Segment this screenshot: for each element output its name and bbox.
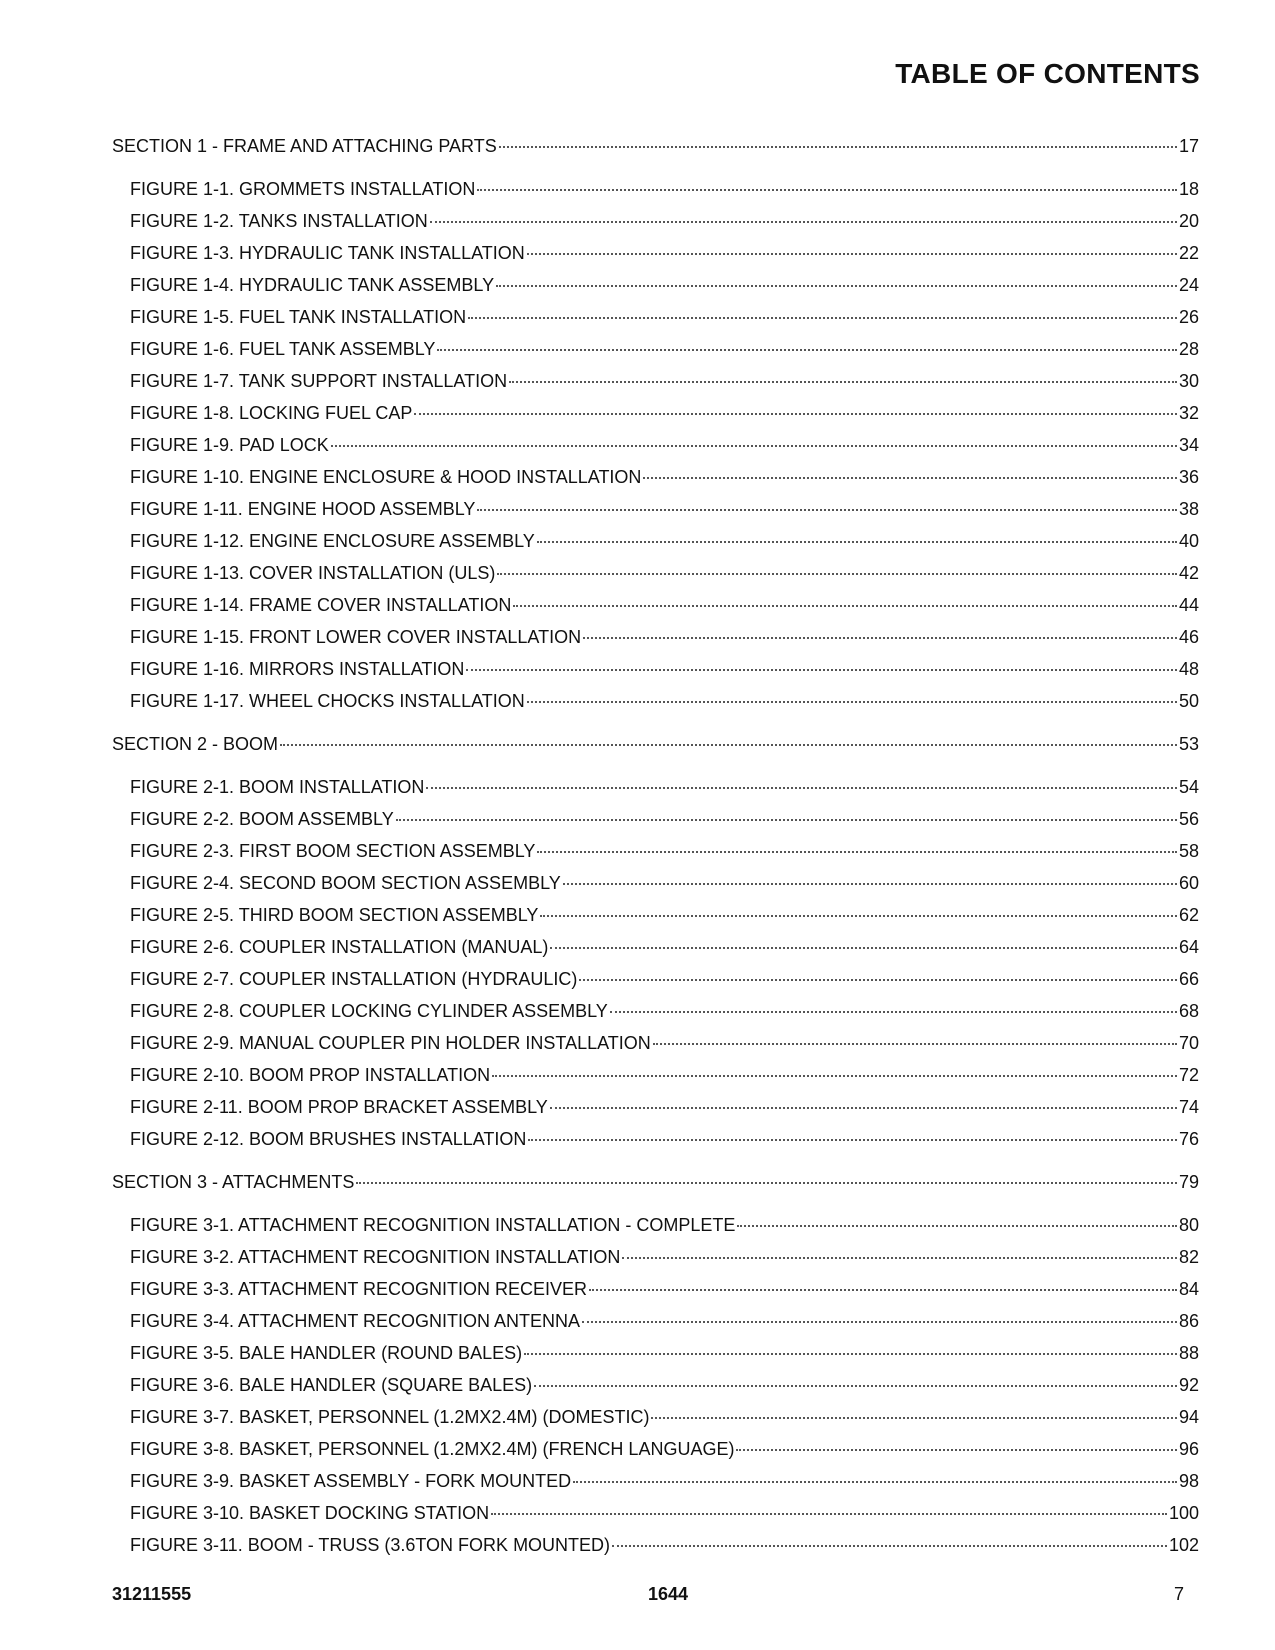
toc-figure-entry[interactable] bbox=[112, 771, 1199, 803]
toc-figure-entry[interactable] bbox=[112, 173, 1199, 205]
toc-entry-label: FIGURE 2-4. SECOND BOOM SECTION ASSEMBLY bbox=[130, 873, 561, 893]
dot-leader bbox=[331, 445, 1177, 447]
toc-entry-label: FIGURE 1-13. COVER INSTALLATION (ULS) bbox=[130, 563, 496, 583]
toc-entry-label: FIGURE 1-16. MIRRORS INSTALLATION bbox=[130, 659, 465, 679]
toc-entry-page: 26 bbox=[1178, 307, 1199, 327]
dot-leader bbox=[583, 637, 1177, 639]
toc-figure-entry[interactable] bbox=[112, 237, 1199, 269]
toc-entry-label: FIGURE 3-2. ATTACHMENT RECOGNITION INSTALLATION bbox=[130, 1247, 621, 1267]
toc-section-entry[interactable] bbox=[112, 728, 1199, 760]
toc-entry-label: FIGURE 1-8. LOCKING FUEL CAP bbox=[130, 403, 413, 423]
toc-figure-entry[interactable] bbox=[112, 301, 1199, 333]
toc-entry-label: FIGURE 2-7. COUPLER INSTALLATION (HYDRAULIC) bbox=[130, 969, 578, 989]
dot-leader bbox=[524, 1353, 1177, 1355]
toc-entry-page: 48 bbox=[1178, 659, 1199, 679]
toc-entry-page: 46 bbox=[1178, 627, 1199, 647]
toc-entry-page: 79 bbox=[1178, 1172, 1199, 1192]
toc-entry-label: FIGURE 1-14. FRAME COVER INSTALLATION bbox=[130, 595, 512, 615]
dot-leader bbox=[356, 1182, 1177, 1184]
toc-entry-page: 44 bbox=[1178, 595, 1199, 615]
toc-entry-label: FIGURE 1-15. FRONT LOWER COVER INSTALLATION bbox=[130, 627, 582, 647]
toc-entry-label: FIGURE 3-9. BASKET ASSEMBLY - FORK MOUNTED bbox=[130, 1471, 572, 1491]
toc-entry-page: 84 bbox=[1178, 1279, 1199, 1299]
dot-leader bbox=[563, 883, 1177, 885]
footer-center-number: 1644 bbox=[648, 1584, 689, 1604]
toc-entry-page: 56 bbox=[1178, 809, 1199, 829]
dot-leader bbox=[437, 349, 1177, 351]
toc-figure-entry[interactable] bbox=[112, 1123, 1199, 1155]
toc-entry-label: FIGURE 3-11. BOOM - TRUSS (3.6TON FORK MOUNTED) bbox=[130, 1535, 611, 1555]
toc-entry-page: 80 bbox=[1178, 1215, 1199, 1235]
toc-entry-label: FIGURE 3-3. ATTACHMENT RECOGNITION RECEIVER bbox=[130, 1279, 588, 1299]
toc-figure-entry[interactable] bbox=[112, 365, 1199, 397]
dot-leader bbox=[426, 787, 1177, 789]
toc-section-entry[interactable] bbox=[112, 130, 1199, 162]
toc-entry-page: 68 bbox=[1178, 1001, 1199, 1021]
dot-leader bbox=[499, 146, 1177, 148]
page-number: 7 bbox=[1173, 1584, 1184, 1604]
toc-entry-page: 62 bbox=[1178, 905, 1199, 925]
toc-entry-label: FIGURE 1-11. ENGINE HOOD ASSEMBLY bbox=[130, 499, 476, 519]
toc-entry-page: 30 bbox=[1178, 371, 1199, 391]
toc-entry-page: 74 bbox=[1178, 1097, 1199, 1117]
dot-leader bbox=[573, 1481, 1177, 1483]
dot-leader bbox=[509, 381, 1177, 383]
toc-entry-label: FIGURE 2-2. BOOM ASSEMBLY bbox=[130, 809, 394, 829]
dot-leader bbox=[414, 413, 1177, 415]
toc-entry-page: 38 bbox=[1178, 499, 1199, 519]
page-footer bbox=[112, 1584, 1199, 1614]
toc-entry-page: 102 bbox=[1168, 1535, 1199, 1555]
dot-leader bbox=[396, 819, 1177, 821]
toc-entry-label: FIGURE 1-12. ENGINE ENCLOSURE ASSEMBLY bbox=[130, 531, 535, 551]
dot-leader bbox=[540, 915, 1177, 917]
dot-leader bbox=[528, 1139, 1177, 1141]
document-number: 31211555 bbox=[112, 1584, 192, 1604]
toc-figure-entry[interactable] bbox=[112, 653, 1199, 685]
toc-figure-entry[interactable] bbox=[112, 1369, 1199, 1401]
toc-entry-label: FIGURE 2-1. BOOM INSTALLATION bbox=[130, 777, 425, 797]
toc-entry-label: FIGURE 3-1. ATTACHMENT RECOGNITION INSTALLATION - COMPLETE bbox=[130, 1215, 736, 1235]
toc-figure-entry[interactable] bbox=[112, 557, 1199, 589]
toc-figure-entry[interactable] bbox=[112, 205, 1199, 237]
toc-entry-page: 60 bbox=[1178, 873, 1199, 893]
dot-leader bbox=[527, 701, 1177, 703]
dot-leader bbox=[737, 1225, 1177, 1227]
dot-leader bbox=[589, 1289, 1177, 1291]
dot-leader bbox=[491, 1513, 1167, 1515]
toc-section-entry[interactable] bbox=[112, 1166, 1199, 1198]
toc-entry-label: FIGURE 1-7. TANK SUPPORT INSTALLATION bbox=[130, 371, 508, 391]
toc-entry-page: 70 bbox=[1178, 1033, 1199, 1053]
toc-figure-entry[interactable] bbox=[112, 493, 1199, 525]
toc-entry-label: FIGURE 3-10. BASKET DOCKING STATION bbox=[130, 1503, 490, 1523]
toc-entry-page: 88 bbox=[1178, 1343, 1199, 1363]
toc-figure-entry[interactable] bbox=[112, 429, 1199, 461]
dot-leader bbox=[736, 1449, 1177, 1451]
toc-entry-page: 22 bbox=[1178, 243, 1199, 263]
toc-figure-entry[interactable] bbox=[112, 1465, 1199, 1497]
toc-figure-entry[interactable] bbox=[112, 867, 1199, 899]
toc-figure-entry[interactable] bbox=[112, 1433, 1199, 1465]
dot-leader bbox=[477, 189, 1177, 191]
page-title: TABLE OF CONTENTS bbox=[895, 58, 1200, 89]
toc-figure-entry[interactable] bbox=[112, 1497, 1199, 1529]
toc-entry-label: FIGURE 3-8. BASKET, PERSONNEL (1.2MX2.4M) (FRENCH LANGUAGE) bbox=[130, 1439, 735, 1459]
toc-entry-page: 36 bbox=[1178, 467, 1199, 487]
dot-leader bbox=[280, 744, 1177, 746]
toc-entry-page: 76 bbox=[1178, 1129, 1199, 1149]
toc-figure-entry[interactable] bbox=[112, 931, 1199, 963]
toc-entry-label: SECTION 3 - ATTACHMENTS bbox=[112, 1172, 355, 1192]
toc-entry-label: FIGURE 1-6. FUEL TANK ASSEMBLY bbox=[130, 339, 436, 359]
toc-figure-entry[interactable] bbox=[112, 1273, 1199, 1305]
dot-leader bbox=[537, 851, 1177, 853]
dot-leader bbox=[550, 947, 1177, 949]
toc-entry-page: 53 bbox=[1178, 734, 1199, 754]
dot-leader bbox=[612, 1545, 1167, 1547]
toc-entry-label: SECTION 2 - BOOM bbox=[112, 734, 279, 754]
toc-entry-label: FIGURE 2-10. BOOM PROP INSTALLATION bbox=[130, 1065, 491, 1085]
toc-figure-entry[interactable] bbox=[112, 461, 1199, 493]
toc-entry-page: 64 bbox=[1178, 937, 1199, 957]
toc-entry-label: FIGURE 2-8. COUPLER LOCKING CYLINDER ASSEMBLY bbox=[130, 1001, 608, 1021]
dot-leader bbox=[653, 1043, 1177, 1045]
toc-figure-entry[interactable] bbox=[112, 995, 1199, 1027]
toc-figure-entry[interactable] bbox=[112, 899, 1199, 931]
toc-figure-entry[interactable] bbox=[112, 333, 1199, 365]
toc-entry-label: FIGURE 1-10. ENGINE ENCLOSURE & HOOD INSTALLATION bbox=[130, 467, 642, 487]
toc-figure-entry[interactable] bbox=[112, 1241, 1199, 1273]
dot-leader bbox=[527, 253, 1177, 255]
dot-leader bbox=[579, 979, 1177, 981]
toc-entry-label: FIGURE 2-3. FIRST BOOM SECTION ASSEMBLY bbox=[130, 841, 536, 861]
toc-figure-entry[interactable] bbox=[112, 1059, 1199, 1091]
toc-entry-label: FIGURE 2-12. BOOM BRUSHES INSTALLATION bbox=[130, 1129, 527, 1149]
toc-entry-page: 58 bbox=[1178, 841, 1199, 861]
toc-figure-entry[interactable] bbox=[112, 1209, 1199, 1241]
toc-figure-entry[interactable] bbox=[112, 1529, 1199, 1561]
toc-entry-page: 28 bbox=[1178, 339, 1199, 359]
toc-entry-page: 100 bbox=[1168, 1503, 1199, 1523]
toc-figure-entry[interactable] bbox=[112, 803, 1199, 835]
toc-figure-entry[interactable] bbox=[112, 1027, 1199, 1059]
toc-entry-page: 42 bbox=[1178, 563, 1199, 583]
toc-entry-page: 72 bbox=[1178, 1065, 1199, 1085]
dot-leader bbox=[622, 1257, 1177, 1259]
toc-figure-entry[interactable] bbox=[112, 835, 1199, 867]
dot-leader bbox=[477, 509, 1177, 511]
toc-entry-page: 92 bbox=[1178, 1375, 1199, 1395]
dot-leader bbox=[550, 1107, 1177, 1109]
toc-figure-entry[interactable] bbox=[112, 525, 1199, 557]
toc-entry-label: FIGURE 3-4. ATTACHMENT RECOGNITION ANTENNA bbox=[130, 1311, 581, 1331]
dot-leader bbox=[466, 669, 1177, 671]
toc-entry-label: FIGURE 2-5. THIRD BOOM SECTION ASSEMBLY bbox=[130, 905, 539, 925]
toc-entry-label: FIGURE 1-2. TANKS INSTALLATION bbox=[130, 211, 428, 231]
toc-figure-entry[interactable] bbox=[112, 1337, 1199, 1369]
dot-leader bbox=[582, 1321, 1177, 1323]
toc-figure-entry[interactable] bbox=[112, 1305, 1199, 1337]
dot-leader bbox=[513, 605, 1177, 607]
toc-entry-page: 66 bbox=[1178, 969, 1199, 989]
toc-entry-label: FIGURE 1-17. WHEEL CHOCKS INSTALLATION bbox=[130, 691, 525, 711]
toc-entry-page: 98 bbox=[1178, 1471, 1199, 1491]
toc-entry-page: 20 bbox=[1178, 211, 1199, 231]
toc-entry-label: FIGURE 1-9. PAD LOCK bbox=[130, 435, 329, 455]
toc-entry-label: SECTION 1 - FRAME AND ATTACHING PARTS bbox=[112, 136, 497, 156]
toc-figure-entry[interactable] bbox=[112, 1091, 1199, 1123]
toc-figure-entry[interactable] bbox=[112, 589, 1199, 621]
dot-leader bbox=[537, 541, 1177, 543]
toc-entry-label: FIGURE 1-1. GROMMETS INSTALLATION bbox=[130, 179, 476, 199]
toc-entry-label: FIGURE 3-7. BASKET, PERSONNEL (1.2MX2.4M) (DOMESTIC) bbox=[130, 1407, 650, 1427]
toc-entry-page: 54 bbox=[1178, 777, 1199, 797]
toc-entry-page: 86 bbox=[1178, 1311, 1199, 1331]
toc-entry-page: 24 bbox=[1178, 275, 1199, 295]
toc-entry-label: FIGURE 3-5. BALE HANDLER (ROUND BALES) bbox=[130, 1343, 523, 1363]
table-of-contents bbox=[112, 130, 1199, 1561]
dot-leader bbox=[430, 221, 1177, 223]
dot-leader bbox=[610, 1011, 1177, 1013]
toc-entry-page: 82 bbox=[1178, 1247, 1199, 1267]
dot-leader bbox=[496, 285, 1177, 287]
toc-entry-label: FIGURE 2-11. BOOM PROP BRACKET ASSEMBLY bbox=[130, 1097, 548, 1117]
toc-entry-label: FIGURE 3-6. BALE HANDLER (SQUARE BALES) bbox=[130, 1375, 533, 1395]
toc-entry-label: FIGURE 1-3. HYDRAULIC TANK INSTALLATION bbox=[130, 243, 525, 263]
toc-entry-page: 50 bbox=[1178, 691, 1199, 711]
toc-entry-page: 94 bbox=[1178, 1407, 1199, 1427]
toc-figure-entry[interactable] bbox=[112, 621, 1199, 653]
toc-figure-entry[interactable] bbox=[112, 685, 1199, 717]
toc-entry-page: 32 bbox=[1178, 403, 1199, 423]
toc-entry-page: 17 bbox=[1178, 136, 1199, 156]
toc-entry-label: FIGURE 2-6. COUPLER INSTALLATION (MANUAL) bbox=[130, 937, 549, 957]
toc-figure-entry[interactable] bbox=[112, 397, 1199, 429]
dot-leader bbox=[497, 573, 1177, 575]
dot-leader bbox=[643, 477, 1177, 479]
dot-leader bbox=[534, 1385, 1177, 1387]
toc-entry-page: 40 bbox=[1178, 531, 1199, 551]
dot-leader bbox=[492, 1075, 1177, 1077]
toc-entry-label: FIGURE 2-9. MANUAL COUPLER PIN HOLDER INSTALLATION bbox=[130, 1033, 651, 1053]
toc-entry-label: FIGURE 1-5. FUEL TANK INSTALLATION bbox=[130, 307, 467, 327]
toc-entry-page: 96 bbox=[1178, 1439, 1199, 1459]
toc-entry-label: FIGURE 1-4. HYDRAULIC TANK ASSEMBLY bbox=[130, 275, 495, 295]
dot-leader bbox=[468, 317, 1177, 319]
dot-leader bbox=[651, 1417, 1177, 1419]
toc-figure-entry[interactable] bbox=[112, 1401, 1199, 1433]
toc-figure-entry[interactable] bbox=[112, 963, 1199, 995]
toc-figure-entry[interactable] bbox=[112, 269, 1199, 301]
toc-entry-page: 34 bbox=[1178, 435, 1199, 455]
toc-entry-page: 18 bbox=[1178, 179, 1199, 199]
